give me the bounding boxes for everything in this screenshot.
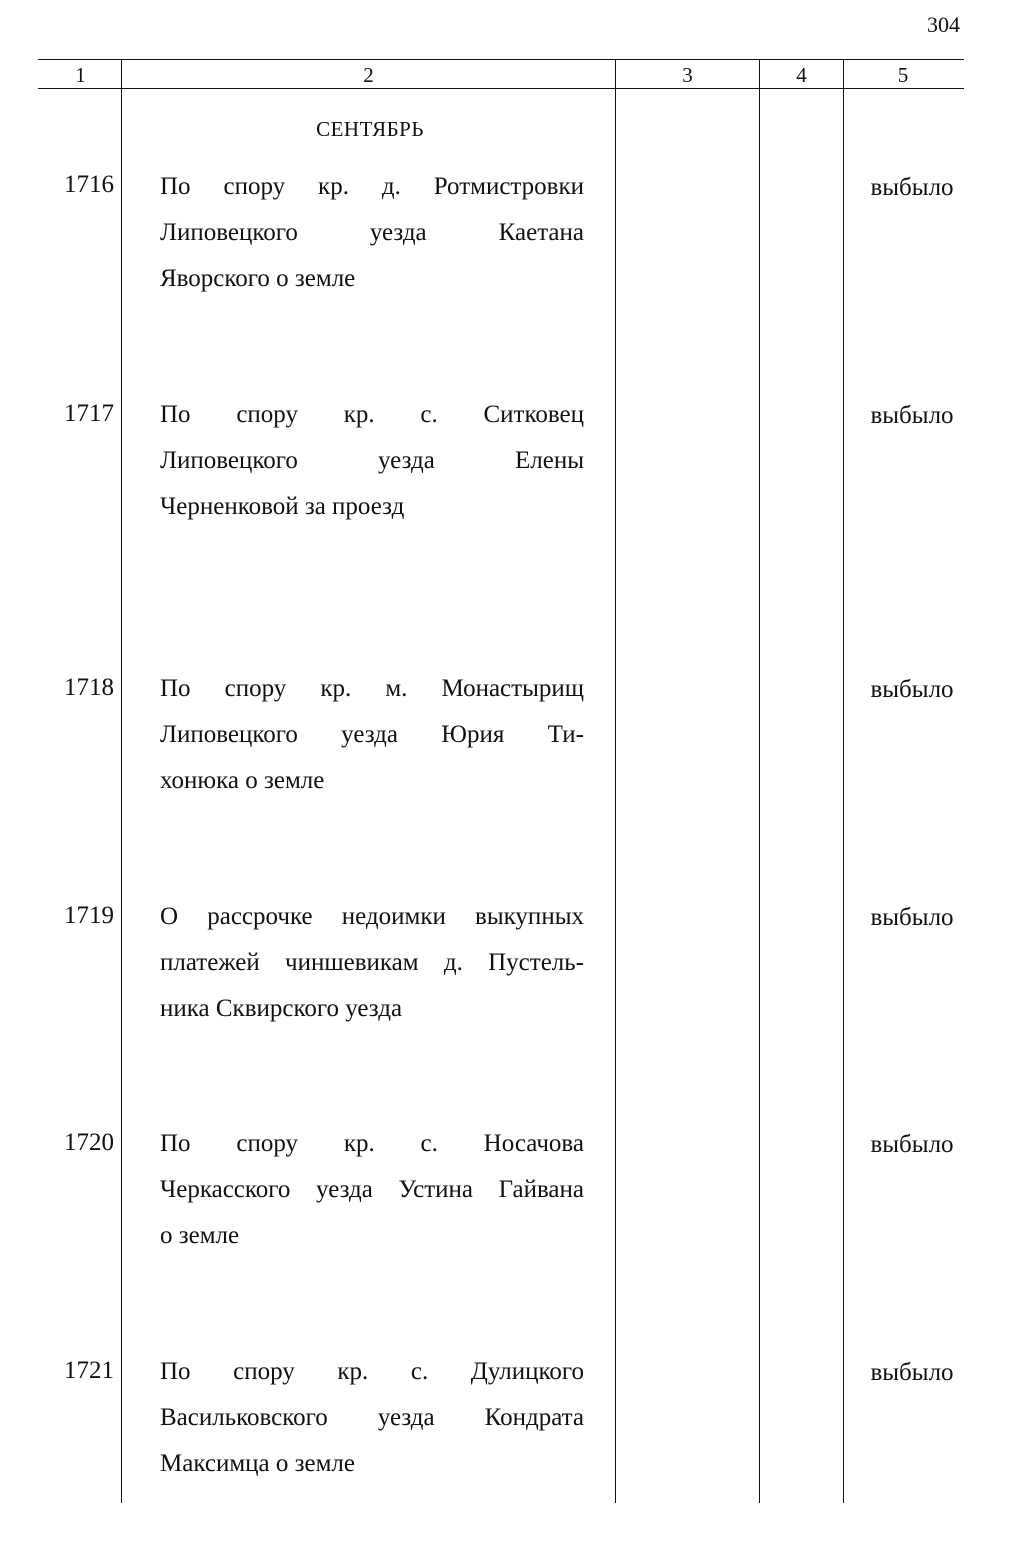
column-header-5: 5 [897, 63, 909, 87]
description-line: Максимца о земле [160, 1450, 355, 1477]
description-line: Яворского о земле [160, 265, 356, 292]
entry-description [160, 164, 584, 302]
entry-number: 1716 [64, 171, 114, 198]
description-line: Липовецкого уезда Каетана [160, 219, 584, 246]
column-header-1: 1 [75, 63, 86, 87]
entry-description [160, 1349, 584, 1487]
entry-status: выбыло [870, 676, 954, 703]
entry-description [160, 894, 584, 1032]
entry-number: 1718 [64, 674, 114, 701]
entry-status: выбыло [870, 904, 954, 931]
table-top-rule [38, 59, 964, 60]
column-divider-1 [121, 59, 122, 1503]
description-line: По спору кр. с. Дулицкого [160, 1358, 584, 1385]
description-line: платежей чиншевикам д. Пустель- [160, 949, 584, 976]
entry-number: 1717 [64, 400, 114, 427]
description-line: хонюка о земле [160, 767, 325, 794]
description-line: Черкасского уезда Устина Гайвана [160, 1176, 584, 1203]
description-line: о земле [160, 1222, 240, 1249]
entry-number: 1721 [64, 1357, 114, 1384]
description-line: По спору кр. м. Монастырищ [160, 675, 584, 702]
description-line: ника Сквирского уезда [160, 995, 403, 1022]
description-line: Черненковой за проезд [160, 493, 405, 520]
column-divider-3 [759, 59, 760, 1503]
description-line: По спору кр. д. Ротмистровки [160, 173, 584, 200]
column-divider-2 [615, 59, 616, 1503]
description-line: Липовецкого уезда Елены [160, 447, 584, 474]
entry-status: выбыло [870, 1359, 954, 1386]
month-heading: СЕНТЯБРЬ [316, 117, 424, 141]
entry-status: выбыло [870, 174, 954, 201]
column-divider-4 [843, 59, 844, 1503]
header-bottom-rule [38, 88, 964, 89]
entry-status: выбыло [870, 402, 954, 429]
page-number: 304 [927, 12, 960, 37]
entry-status: выбыло [870, 1131, 954, 1158]
column-header-4: 4 [796, 63, 807, 87]
description-line: О рассрочке недоимки выкупных [160, 903, 584, 930]
column-header-2: 2 [363, 63, 374, 87]
entry-description [160, 392, 584, 530]
description-line: По спору кр. с. Носачова [160, 1130, 584, 1157]
description-line: Липовецкого уезда Юрия Ти- [160, 721, 584, 748]
entry-description [160, 666, 584, 804]
description-line: По спору кр. с. Ситковец [160, 401, 584, 428]
column-header-3: 3 [682, 63, 693, 87]
entry-number: 1720 [64, 1129, 114, 1156]
entry-number: 1719 [64, 902, 114, 929]
description-line: Васильковского уезда Кондрата [160, 1404, 584, 1431]
entry-description [160, 1121, 584, 1259]
